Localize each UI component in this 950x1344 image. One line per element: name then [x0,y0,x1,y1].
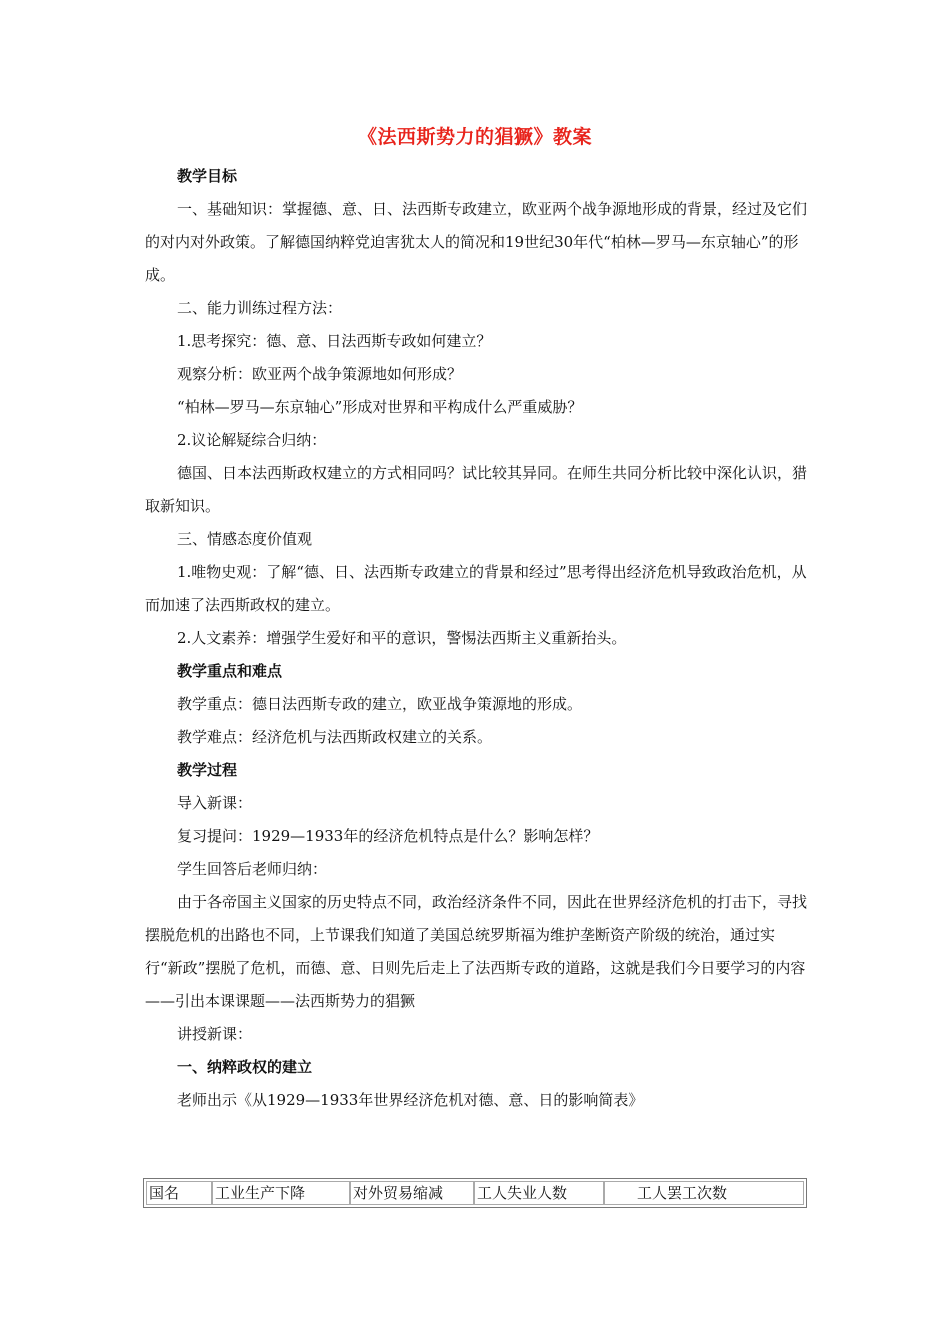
paragraph: 复习提问：1929—1933年的经济危机特点是什么？影响怎样？ [177,827,599,845]
paragraph: 2.人文素养：增强学生爱好和平的意识，警惕法西斯主义重新抬头。 [177,629,627,647]
section-heading: 教学过程 [177,761,238,779]
paragraph: 由于各帝国主义国家的历史特点不同，政治经济条件不同，因此在世界经济危机的打击下，寻找摆脱危机的出路也不同，上节课我们知道了美国总统罗斯福为维护垄断资产阶级的统治，通过实行“新政”摆脱了危机，而德、意、日则先后走上了法西斯专政的道路，这就是我们今日要学习的内容——引出本课课题——法西斯势力的猖獗 [145,893,808,1010]
paragraph: 1.思考探究：德、意、日法西斯专政如何建立？ [177,332,492,350]
paragraph: 学生回答后老师归纳： [177,860,328,878]
table-header-country: 国名 [146,1181,212,1205]
section-heading: 一、纳粹政权的建立 [177,1058,313,1076]
section-heading: 教学目标 [177,167,238,185]
paragraph: 导入新课： [177,794,253,812]
paragraph: 教学重点：德日法西斯专政的建立，欧亚战争策源地的形成。 [177,695,583,713]
document-body [145,160,807,1117]
document-title: 《法西斯势力的猖獗》教案 [357,126,592,148]
table-header-unemployment: 工人失业人数 [474,1181,604,1205]
table-header-trade: 对外贸易缩减 [350,1181,474,1205]
table-header-industry: 工业生产下降 [212,1181,350,1205]
table-header-row [146,1181,804,1205]
paragraph: 老师出示《从1929—1933年世界经济危机对德、意、日的影响简表》 [177,1091,644,1109]
table-header-strikes: 工人罢工次数 [604,1181,804,1205]
paragraph: 观察分析：欧亚两个战争策源地如何形成？ [177,365,463,383]
section-heading: 教学重点和难点 [177,662,283,680]
paragraph: 德国、日本法西斯政权建立的方式相同吗？试比较其异同。在师生共同分析比较中深化认识，猎取新知识。 [145,464,808,515]
paragraph: 教学难点：经济危机与法西斯政权建立的关系。 [177,728,493,746]
paragraph: 三、情感态度价值观 [177,530,313,548]
paragraph: 讲授新课： [177,1025,253,1043]
paragraph: 二、能力训练过程方法： [177,299,343,317]
paragraph: “柏林—罗马—东京轴心”形成对世界和平构成什么严重威胁？ [177,398,583,416]
paragraph: 2.议论解疑综合归纳： [177,431,327,449]
paragraph: 一、基础知识：掌握德、意、日、法西斯专政建立，欧亚两个战争源地形成的背景，经过及它们的对内对外政策。了解德国纳粹党迫害犹太人的简况和19世纪30年代“柏林—罗马—东京轴心”的形成。 [145,200,808,284]
paragraph: 1.唯物史观：了解“德、日、法西斯专政建立的背景和经过”思考得出经济危机导致政治危机，从而加速了法西斯政权的建立。 [145,563,807,614]
impact-table [143,1178,807,1208]
